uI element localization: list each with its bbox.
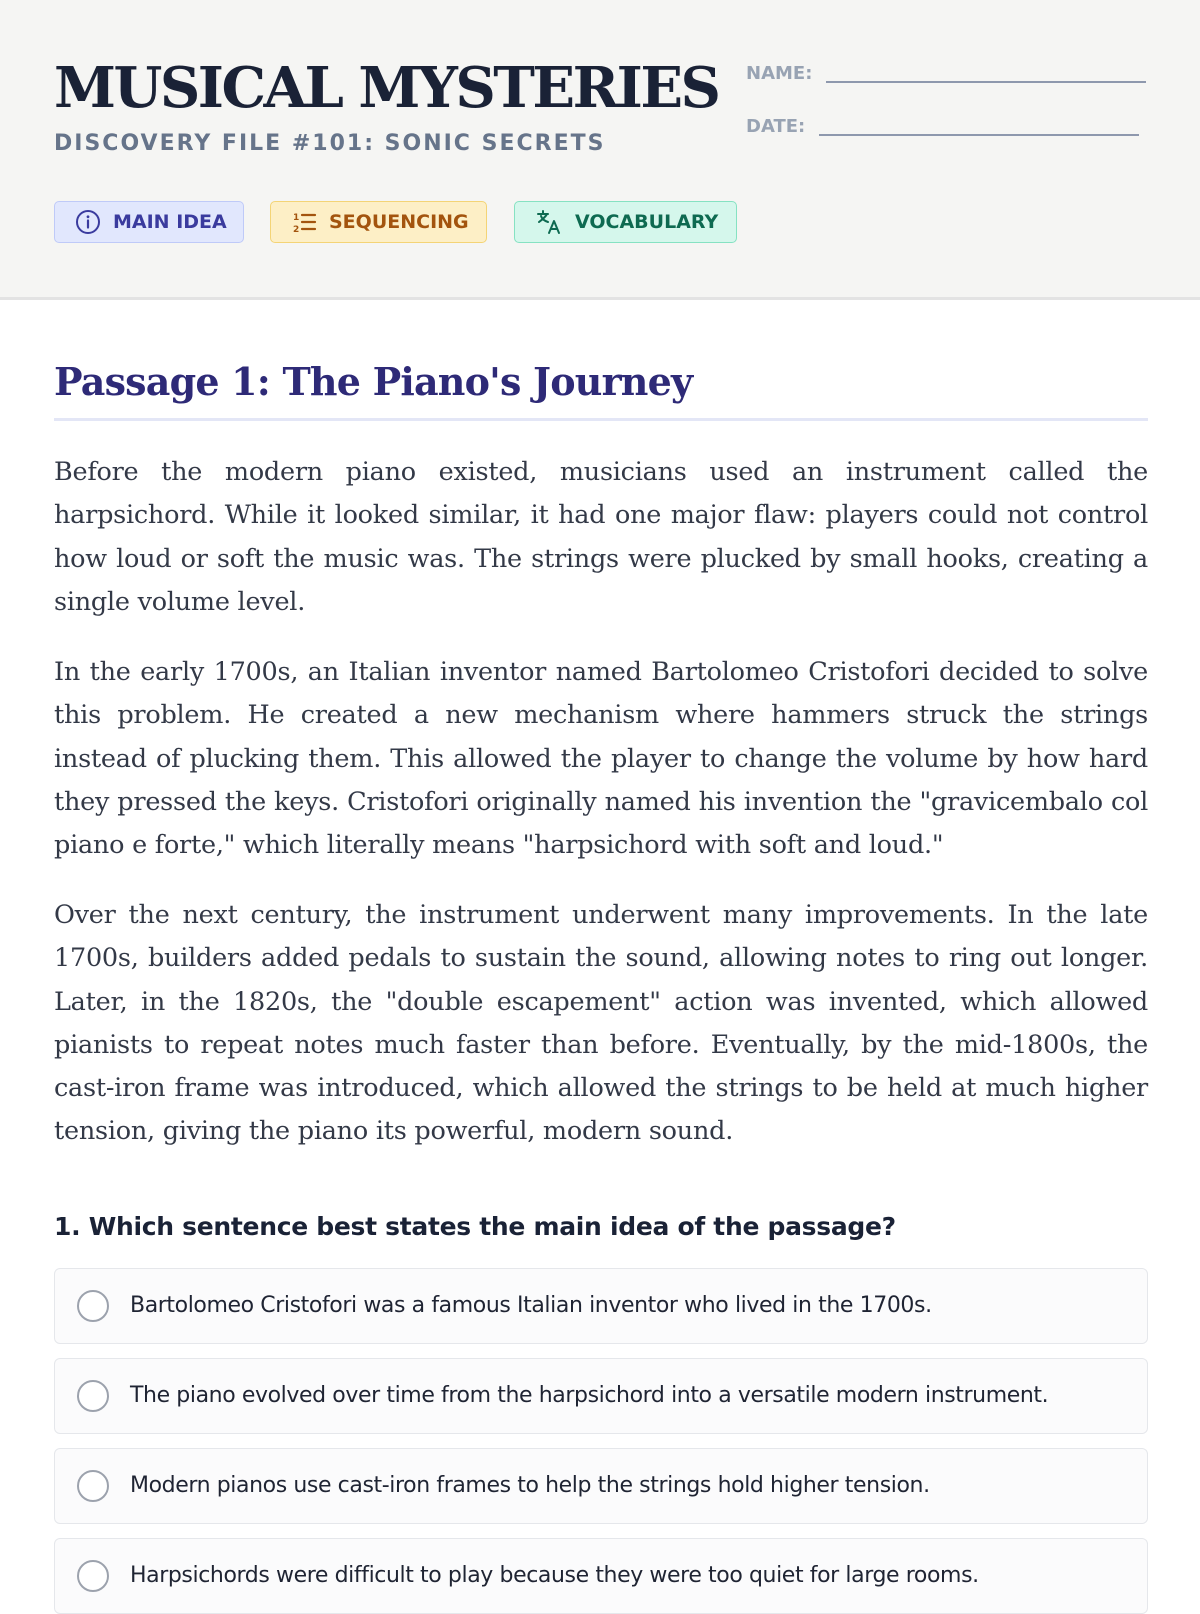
- date-input-line[interactable]: [819, 134, 1139, 136]
- answer-option-3-text: Modern pianos use cast-iron frames to help the strings hold higher tension.: [130, 1473, 930, 1498]
- passage-paragraph-3: Over the next century, the instrument underwent many improvements. In the late 1700s, builders added pedals to sustain the sound, allowing notes to ring out longer. Later, in the 1820s, the "double escapement" action was invented, which allowed pianists to repeat notes much faster than before. Eventually, by the mid-1800s, the cast-iron frame was introduced, which allowed the strings to be held at much higher tension, giving the piano its powerful, modern sound.: [54, 900, 1148, 1147]
- name-field: [746, 63, 1146, 85]
- tag-sequencing-label: SEQUENCING: [329, 211, 469, 233]
- answer-option-2-text: The piano evolved over time from the harpsichord into a versatile modern instrument.: [130, 1383, 1049, 1408]
- info-circle-icon: [75, 209, 101, 235]
- tag-vocabulary: [514, 201, 737, 243]
- answer-option-4-text: Harpsichords were difficult to play because they were too quiet for large rooms.: [130, 1563, 979, 1588]
- passage-paragraph-2: In the early 1700s, an Italian inventor named Bartolomeo Cristofori decided to solve this problem. He created a new mechanism where hammers struck the strings instead of plucking them. This allowed the player to change the volume by how hard they pressed the keys. Cristofori originally named his invention the "gravicembalo col piano e forte," which literally means "harpsichord with soft and loud.": [54, 657, 1148, 861]
- radio-button-4[interactable]: [77, 1560, 109, 1592]
- date-label: DATE:: [746, 116, 806, 137]
- passage-divider: [54, 418, 1148, 421]
- numbered-list-icon: [291, 209, 317, 235]
- answer-option-1-text: Bartolomeo Cristofori was a famous Italian inventor who lived in the 1700s.: [130, 1293, 932, 1318]
- question-1-text: 1. Which sentence best states the main idea of the passage?: [54, 1212, 896, 1241]
- tag-main-idea-label: MAIN IDEA: [113, 211, 227, 233]
- radio-button-1[interactable]: [77, 1290, 109, 1322]
- answer-option-3[interactable]: [54, 1448, 1148, 1524]
- translate-icon: [535, 208, 563, 236]
- passage-paragraph-1: Before the modern piano existed, musicians used an instrument called the harpsichord. While it looked similar, it had one major flaw: players could not control how loud or soft the music was. The strings were plucked by small hooks, creating a single volume level.: [54, 457, 1148, 617]
- svg-text:1: 1: [293, 213, 300, 223]
- worksheet-subtitle: DISCOVERY FILE #101: SONIC SECRETS: [54, 131, 606, 156]
- answer-option-1[interactable]: [54, 1268, 1148, 1344]
- svg-text:2: 2: [293, 225, 300, 235]
- passage-title: Passage 1: The Piano's Journey: [54, 359, 693, 404]
- date-field: [746, 116, 1139, 138]
- tag-vocabulary-label: VOCABULARY: [575, 211, 719, 233]
- tag-sequencing: [270, 201, 487, 243]
- worksheet-title: MUSICAL MYSTERIES: [54, 55, 719, 121]
- name-label: NAME:: [746, 63, 813, 84]
- worksheet-header: [0, 0, 1200, 300]
- answer-option-4[interactable]: [54, 1538, 1148, 1614]
- radio-button-3[interactable]: [77, 1470, 109, 1502]
- name-input-line[interactable]: [826, 81, 1146, 83]
- radio-button-2[interactable]: [77, 1380, 109, 1412]
- answer-option-2[interactable]: [54, 1358, 1148, 1434]
- tag-main-idea: [54, 201, 244, 243]
